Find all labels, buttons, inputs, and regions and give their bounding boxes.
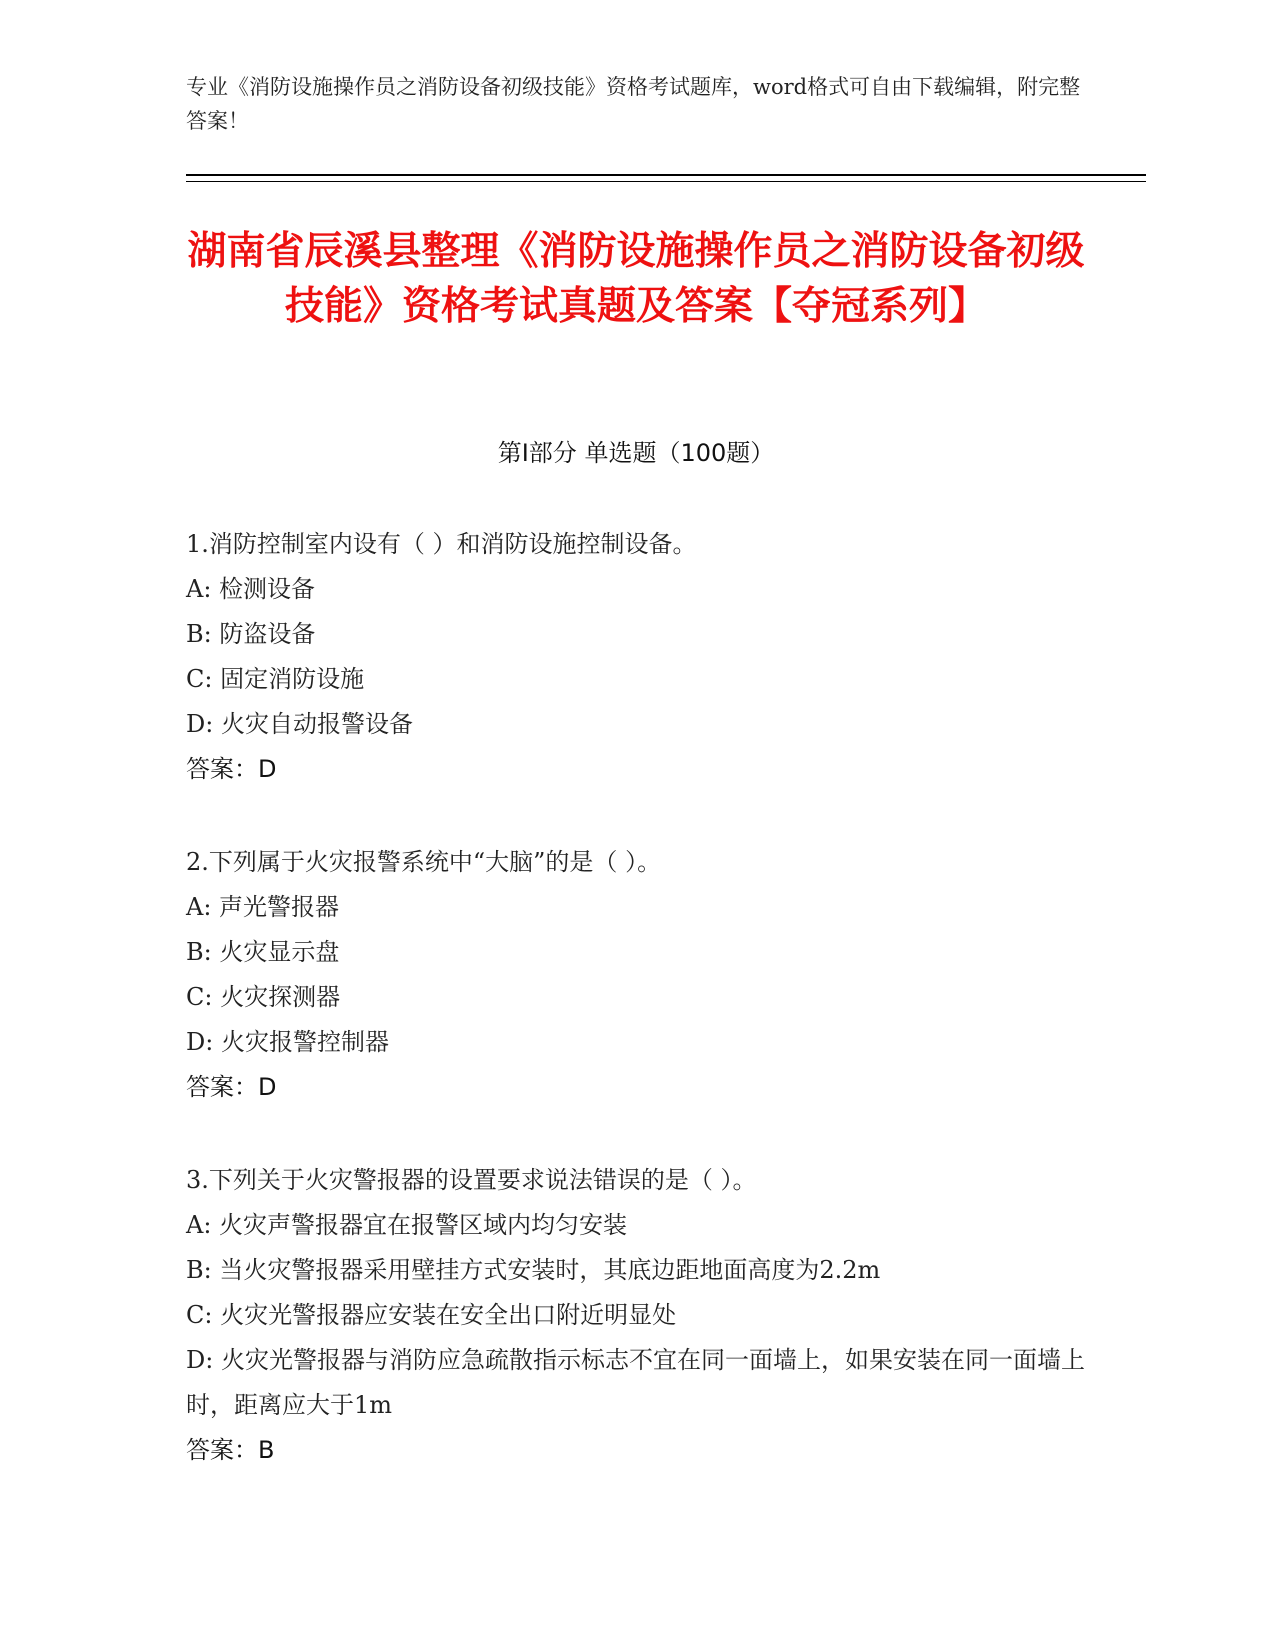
question-1 (186, 522, 1086, 792)
option-d: D: 火灾光警报器与消防应急疏散指示标志不宜在同一面墙上，如果安装在同一面墙上时，距离应大于1m (186, 1346, 1085, 1419)
question-3 (186, 1158, 1086, 1473)
document-intro: 专业《消防设施操作员之消防设备初级技能》资格考试题库，word格式可自由下载编辑，附完整答案！ (186, 75, 1081, 133)
option-b: B: 火灾显示盘 (186, 938, 340, 966)
header-rule-thin (186, 181, 1146, 182)
option-c: C: 火灾探测器 (186, 983, 341, 1011)
document-title: 湖南省辰溪县整理《消防设施操作员之消防设备初级技能》资格考试真题及答案【夺冠系列】 (187, 229, 1085, 329)
option-d: D: 火灾自动报警设备 (186, 710, 413, 738)
option-a: A: 声光警报器 (186, 893, 340, 921)
option-d: D: 火灾报警控制器 (186, 1028, 389, 1056)
question-2 (186, 840, 1086, 1110)
option-b: B: 当火灾警报器采用壁挂方式安装时，其底边距地面高度为2.2m (186, 1256, 881, 1284)
question-stem: 3.下列关于火灾警报器的设置要求说法错误的是（ ）。 (186, 1166, 757, 1194)
option-a: A: 检测设备 (186, 575, 316, 603)
option-a: A: 火灾声警报器宜在报警区域内均匀安装 (186, 1211, 628, 1239)
question-stem: 2.下列属于火灾报警系统中“大脑”的是（ ）。 (186, 848, 662, 876)
option-c: C: 固定消防设施 (186, 665, 365, 693)
header-rule-thick (186, 174, 1146, 176)
question-stem: 1.消防控制室内设有（ ）和消防设施控制设备。 (186, 530, 697, 558)
option-c: C: 火灾光警报器应安装在安全出口附近明显处 (186, 1301, 677, 1329)
answer: 答案：B (186, 1436, 275, 1464)
answer: 答案：D (186, 1073, 277, 1101)
answer: 答案：D (186, 755, 277, 783)
section-heading: 第Ⅰ部分 单选题（100题） (497, 439, 775, 467)
option-b: B: 防盗设备 (186, 620, 316, 648)
